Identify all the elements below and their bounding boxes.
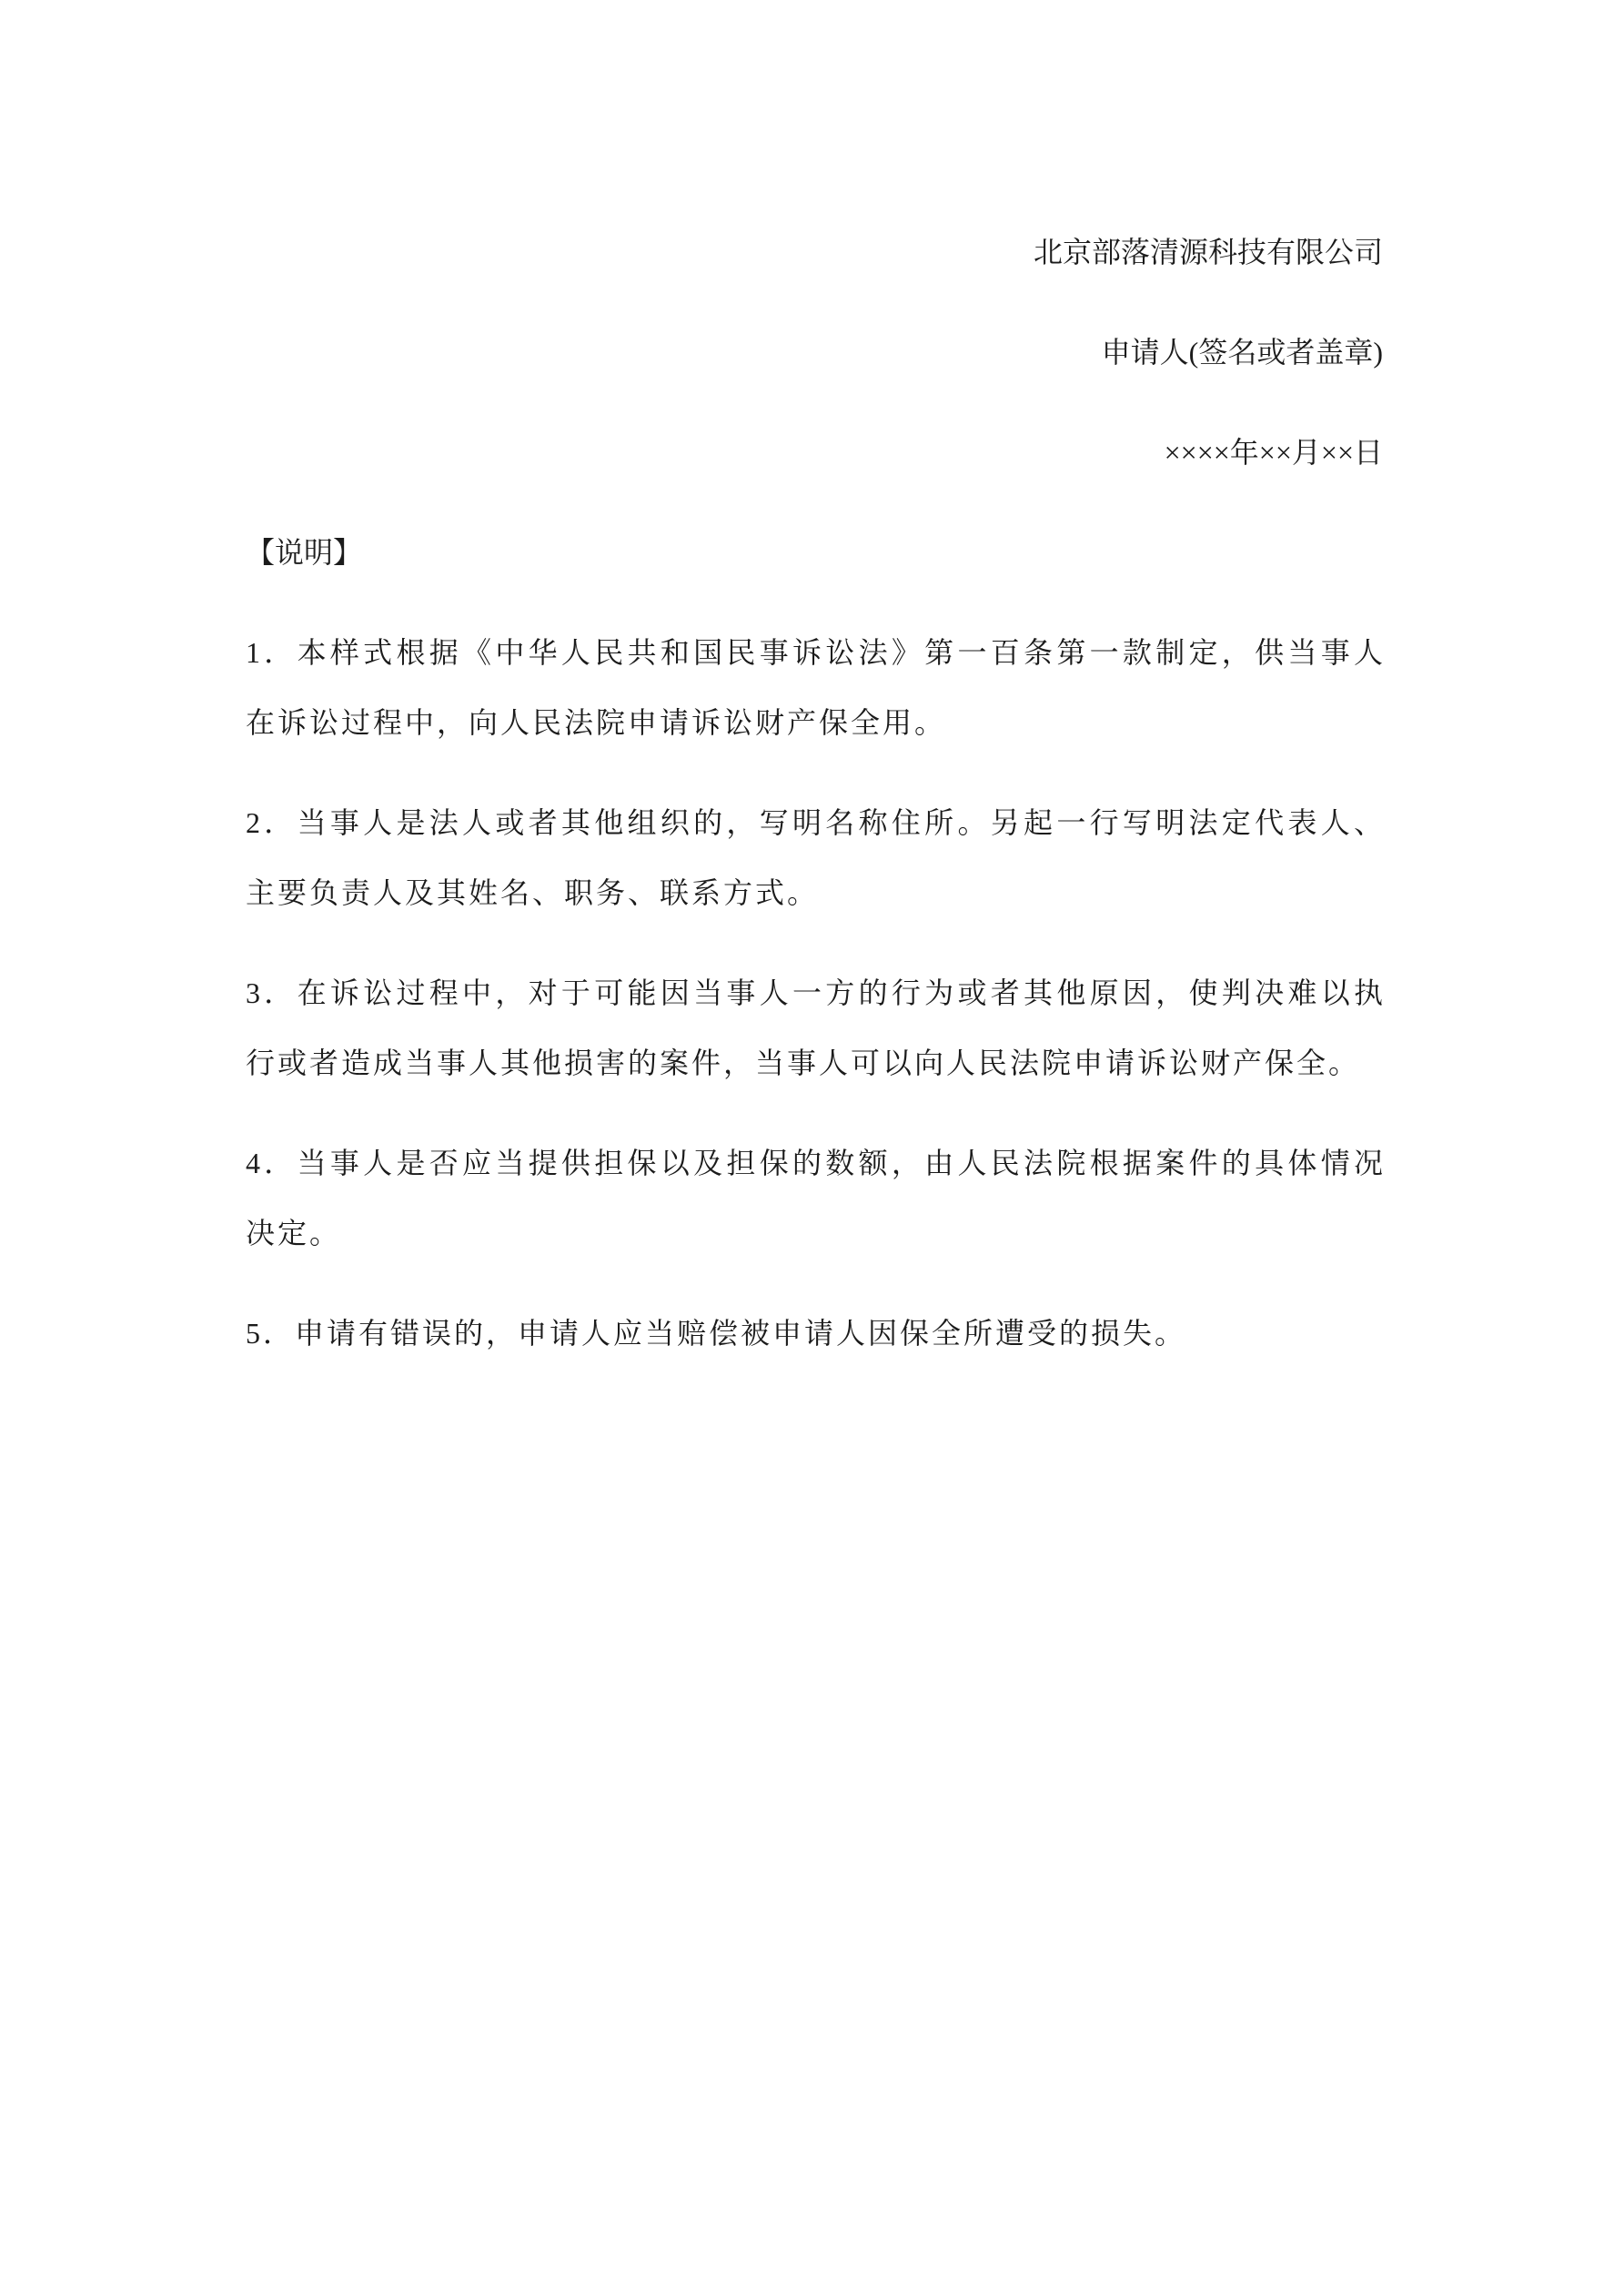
- note-line: 4．当事人是否应当提供担保以及担保的数额，由人民法院根据案件的具体情况: [246, 1147, 1383, 1179]
- note-line: 2．当事人是法人或者其他组织的，写明名称住所。另起一行写明法定代表人、: [246, 806, 1383, 839]
- note-line: 行或者造成当事人其他损害的案件，当事人可以向人民法院申请诉讼财产保全。: [246, 1047, 1361, 1079]
- note-item: [246, 1128, 1383, 1269]
- document-content: [246, 217, 1383, 1369]
- note-line: 5．申请有错误的，申请人应当赔偿被申请人因保全所遭受的损失。: [246, 1317, 1187, 1350]
- date-line: ××××年××月××日: [1164, 436, 1383, 469]
- note-item: [246, 958, 1383, 1098]
- note-line: 主要负责人及其姓名、职务、联系方式。: [246, 876, 820, 909]
- note-line: 1．本样式根据《中华人民共和国民事诉讼法》第一百条第一款制定，供当事人: [246, 636, 1383, 669]
- note-line: 3．在诉讼过程中，对于可能因当事人一方的行为或者其他原因，使判决难以执: [246, 976, 1383, 1009]
- note-item: [246, 618, 1383, 758]
- signature-line: 申请人(签名或者盖章): [1101, 336, 1383, 369]
- notes-heading: 【说明】: [246, 536, 363, 569]
- note-item: [246, 1299, 1383, 1369]
- note-line: 在诉讼过程中，向人民法院申请诉讼财产保全用。: [246, 706, 947, 739]
- notes-list: [246, 618, 1383, 1369]
- note-line: 决定。: [246, 1217, 342, 1249]
- company-line: 北京部落清源科技有限公司: [1033, 236, 1383, 268]
- note-item: [246, 788, 1383, 928]
